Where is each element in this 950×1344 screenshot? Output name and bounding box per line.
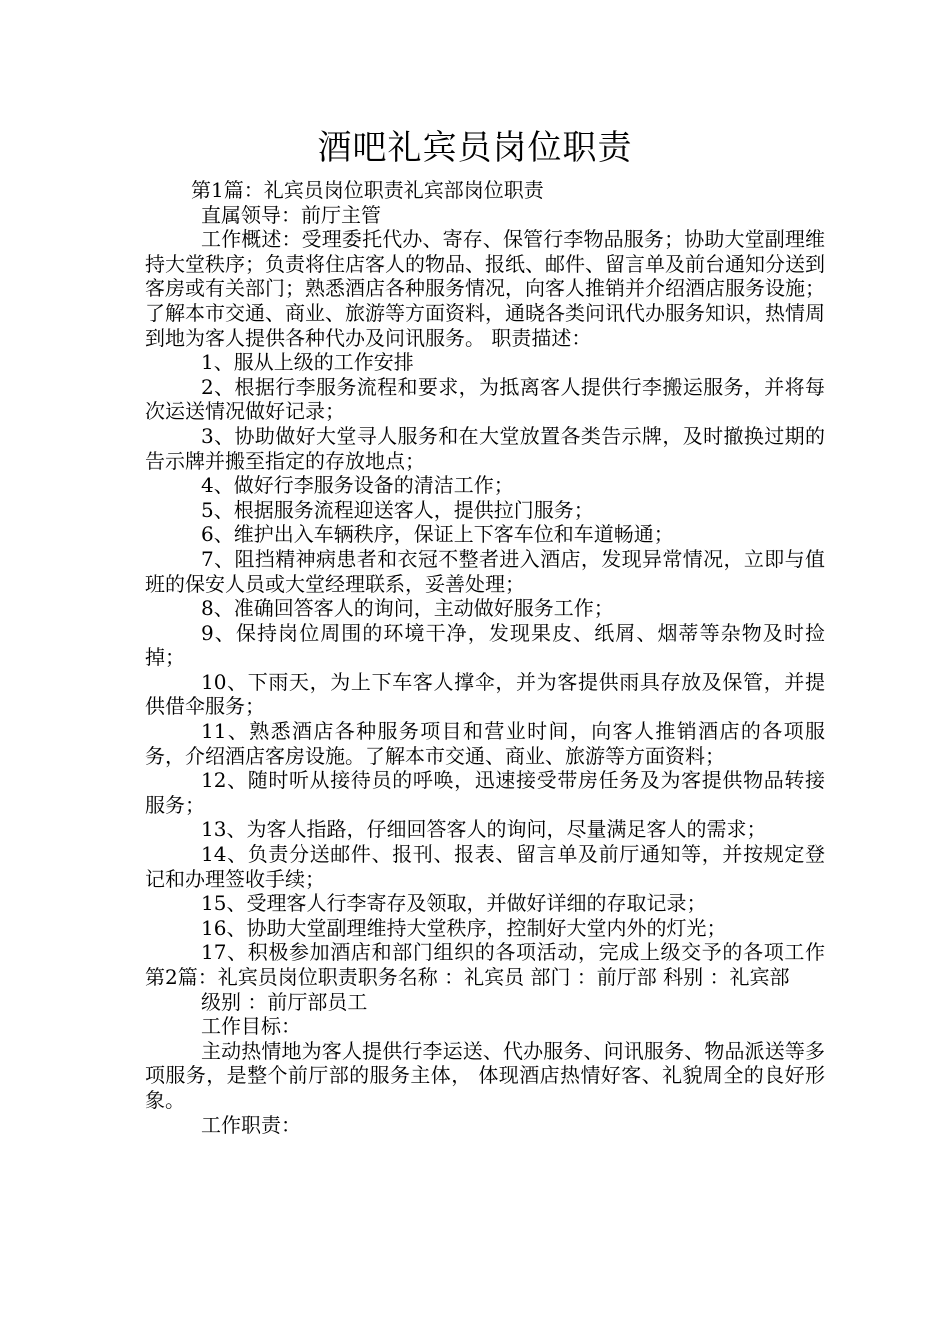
list-item: 1、服从上级的工作安排 (201, 350, 414, 375)
document-title: 酒吧礼宾员岗位职责 (317, 128, 633, 168)
list-item: 3、协助做好大堂寻人服务和在大堂放置各类告示牌，及时撤换过期的告示牌并搬至指定的存放地点； (145, 423, 825, 473)
list-item: 6、维护出入车辆秩序，保证上下客车位和车道畅通； (201, 522, 674, 547)
list-item: 8、准确回答客人的询问，主动做好服务工作； (201, 596, 614, 621)
list-item: 7、阻挡精神病患者和衣冠不整者进入酒店，发现异常情况，立即与值班的保安人员或大堂经理联系，妥善处理； (145, 546, 825, 596)
list-item: 2、根据行李服务流程和要求，为抵离客人提供行李搬运服务，并将每次运送情况做好记录； (145, 374, 825, 424)
list-item: 10、下雨天，为上下车客人撑伞，并为客提供雨具存放及保管，并提供借伞服务； (145, 669, 825, 719)
paragraph: 工作概述：受理委托代办、寄存、保管行李物品服务；协助大堂副理维持大堂秩序；负责将住店客人的物品、报纸、邮件、留言单及前台通知分送到客房或有关部门；熟悉酒店各种服务情况，向客人推销并介绍酒店服务设施；了解本市交通、商业、旅游等方面资料，通晓各类问讯代办服务知识，热情周到地为客人提供各种代办及问讯服务。 职责描述： (145, 227, 825, 350)
paragraph: 主动热情地为客人提供行李运送、代办服务、问讯服务、物品派送等多项服务，是整个前厅部的服务主体， 体现酒店热情好客、礼貌周全的良好形象。 (145, 1038, 825, 1112)
paragraph: 直属领导：前厅主管 (201, 202, 381, 227)
section-heading: 第1篇：礼宾员岗位职责礼宾部岗位职责 (191, 178, 544, 202)
list-item: 11、熟悉酒店各种服务项目和营业时间，向客人推销酒店的各项服务，介绍酒店客房设施。了解本市交通、商业、旅游等方面资料； (145, 719, 825, 768)
paragraph: 级别 ：前厅部员工 (201, 989, 368, 1014)
list-item: 16、协助大堂副理维持大堂秩序，控制好大堂内外的灯光； (201, 915, 727, 940)
list-item: 12、随时听从接待员的呼唤，迅速接受带房任务及为客提供物品转接服务； (145, 768, 825, 817)
paragraph: 工作职责： (201, 1112, 301, 1137)
list-item: 13、为客人指路，仔细回答客人的询问，尽量满足客人的需求； (201, 817, 767, 842)
list-item: 17、积极参加酒店和部门组织的各项活动，完成上级交予的各项工作 第2篇：礼宾员岗位职责职务名称 ：礼宾员 部门 ：前厅部 科别 ：礼宾部 (145, 940, 825, 989)
list-item: 15、受理客人行李寄存及领取，并做好详细的存取记录； (201, 891, 707, 916)
list-item: 9、保持岗位周围的环境干净，发现果皮、纸屑、烟蒂等杂物及时捡掉； (145, 620, 825, 670)
list-item: 5、根据服务流程迎送客人，提供拉门服务； (201, 497, 594, 522)
list-item: 4、做好行李服务设备的清洁工作； (201, 473, 514, 498)
paragraph: 工作目标： (201, 1014, 301, 1039)
list-item: 14、负责分送邮件、报刊、报表、留言单及前厅通知等，并按规定登记和办理签收手续； (145, 842, 825, 891)
document-body (145, 178, 825, 1137)
